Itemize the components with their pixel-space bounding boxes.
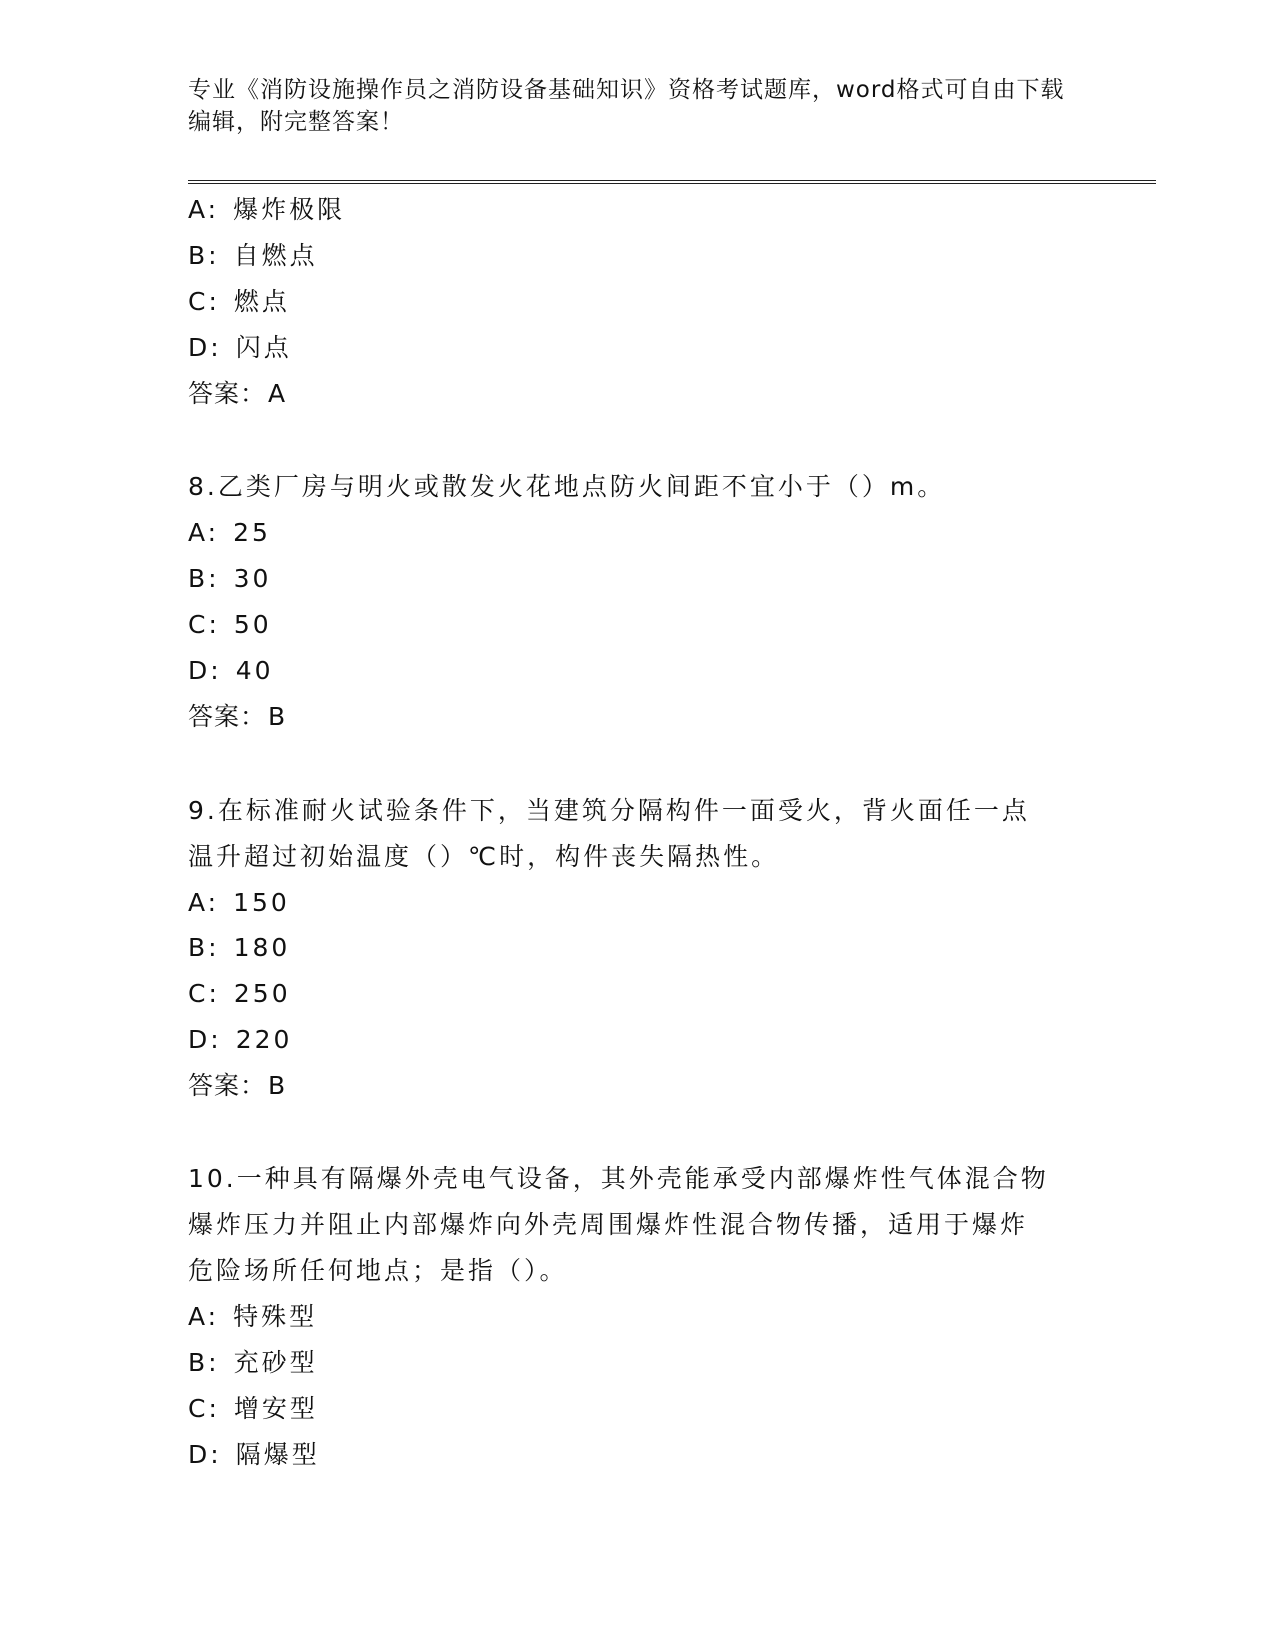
option-c: C: 增安型 [188, 1394, 318, 1423]
option-d: D: 40 [188, 656, 274, 685]
document-header: 专业《消防设施操作员之消防设备基础知识》资格考试题库，word格式可自由下载编辑，附完整答案！ [188, 77, 1065, 135]
option-c: C: 燃点 [188, 287, 290, 316]
option-a: A: 25 [188, 518, 271, 547]
question-stem: 8.乙类厂房与明火或散发火花地点防火间距不宜小于（）m。 [188, 472, 946, 501]
answer: 答案：B [188, 1071, 287, 1100]
option-d: D: 闪点 [188, 333, 292, 362]
option-b: B: 180 [188, 933, 291, 962]
answer: 答案：A [188, 379, 287, 408]
option-c: C: 50 [188, 610, 272, 639]
question-stem: 危险场所任何地点；是指（）。 [188, 1256, 568, 1285]
option-a: A: 特殊型 [188, 1302, 318, 1331]
option-a: A: 爆炸极限 [188, 195, 346, 224]
question-stem: 爆炸压力并阻止内部爆炸向外壳周围爆炸性混合物传播，适用于爆炸 [188, 1210, 1029, 1239]
question-stem: 10.一种具有隔爆外壳电气设备，其外壳能承受内部爆炸性气体混合物 [188, 1164, 1049, 1193]
option-b: B: 30 [188, 564, 272, 593]
answer: 答案：B [188, 702, 287, 731]
header-divider-double [188, 183, 1156, 184]
option-b: B: 充砂型 [188, 1348, 318, 1377]
question-stem: 9.在标准耐火试验条件下，当建筑分隔构件一面受火，背火面任一点 [188, 796, 1030, 825]
option-d: D: 220 [188, 1025, 293, 1054]
header-divider [188, 180, 1156, 181]
option-b: B: 自燃点 [188, 241, 318, 270]
option-a: A: 150 [188, 888, 290, 917]
question-stem: 温升超过初始温度（）℃时，构件丧失隔热性。 [188, 842, 780, 871]
option-c: C: 250 [188, 979, 291, 1008]
option-d: D: 隔爆型 [188, 1440, 320, 1469]
